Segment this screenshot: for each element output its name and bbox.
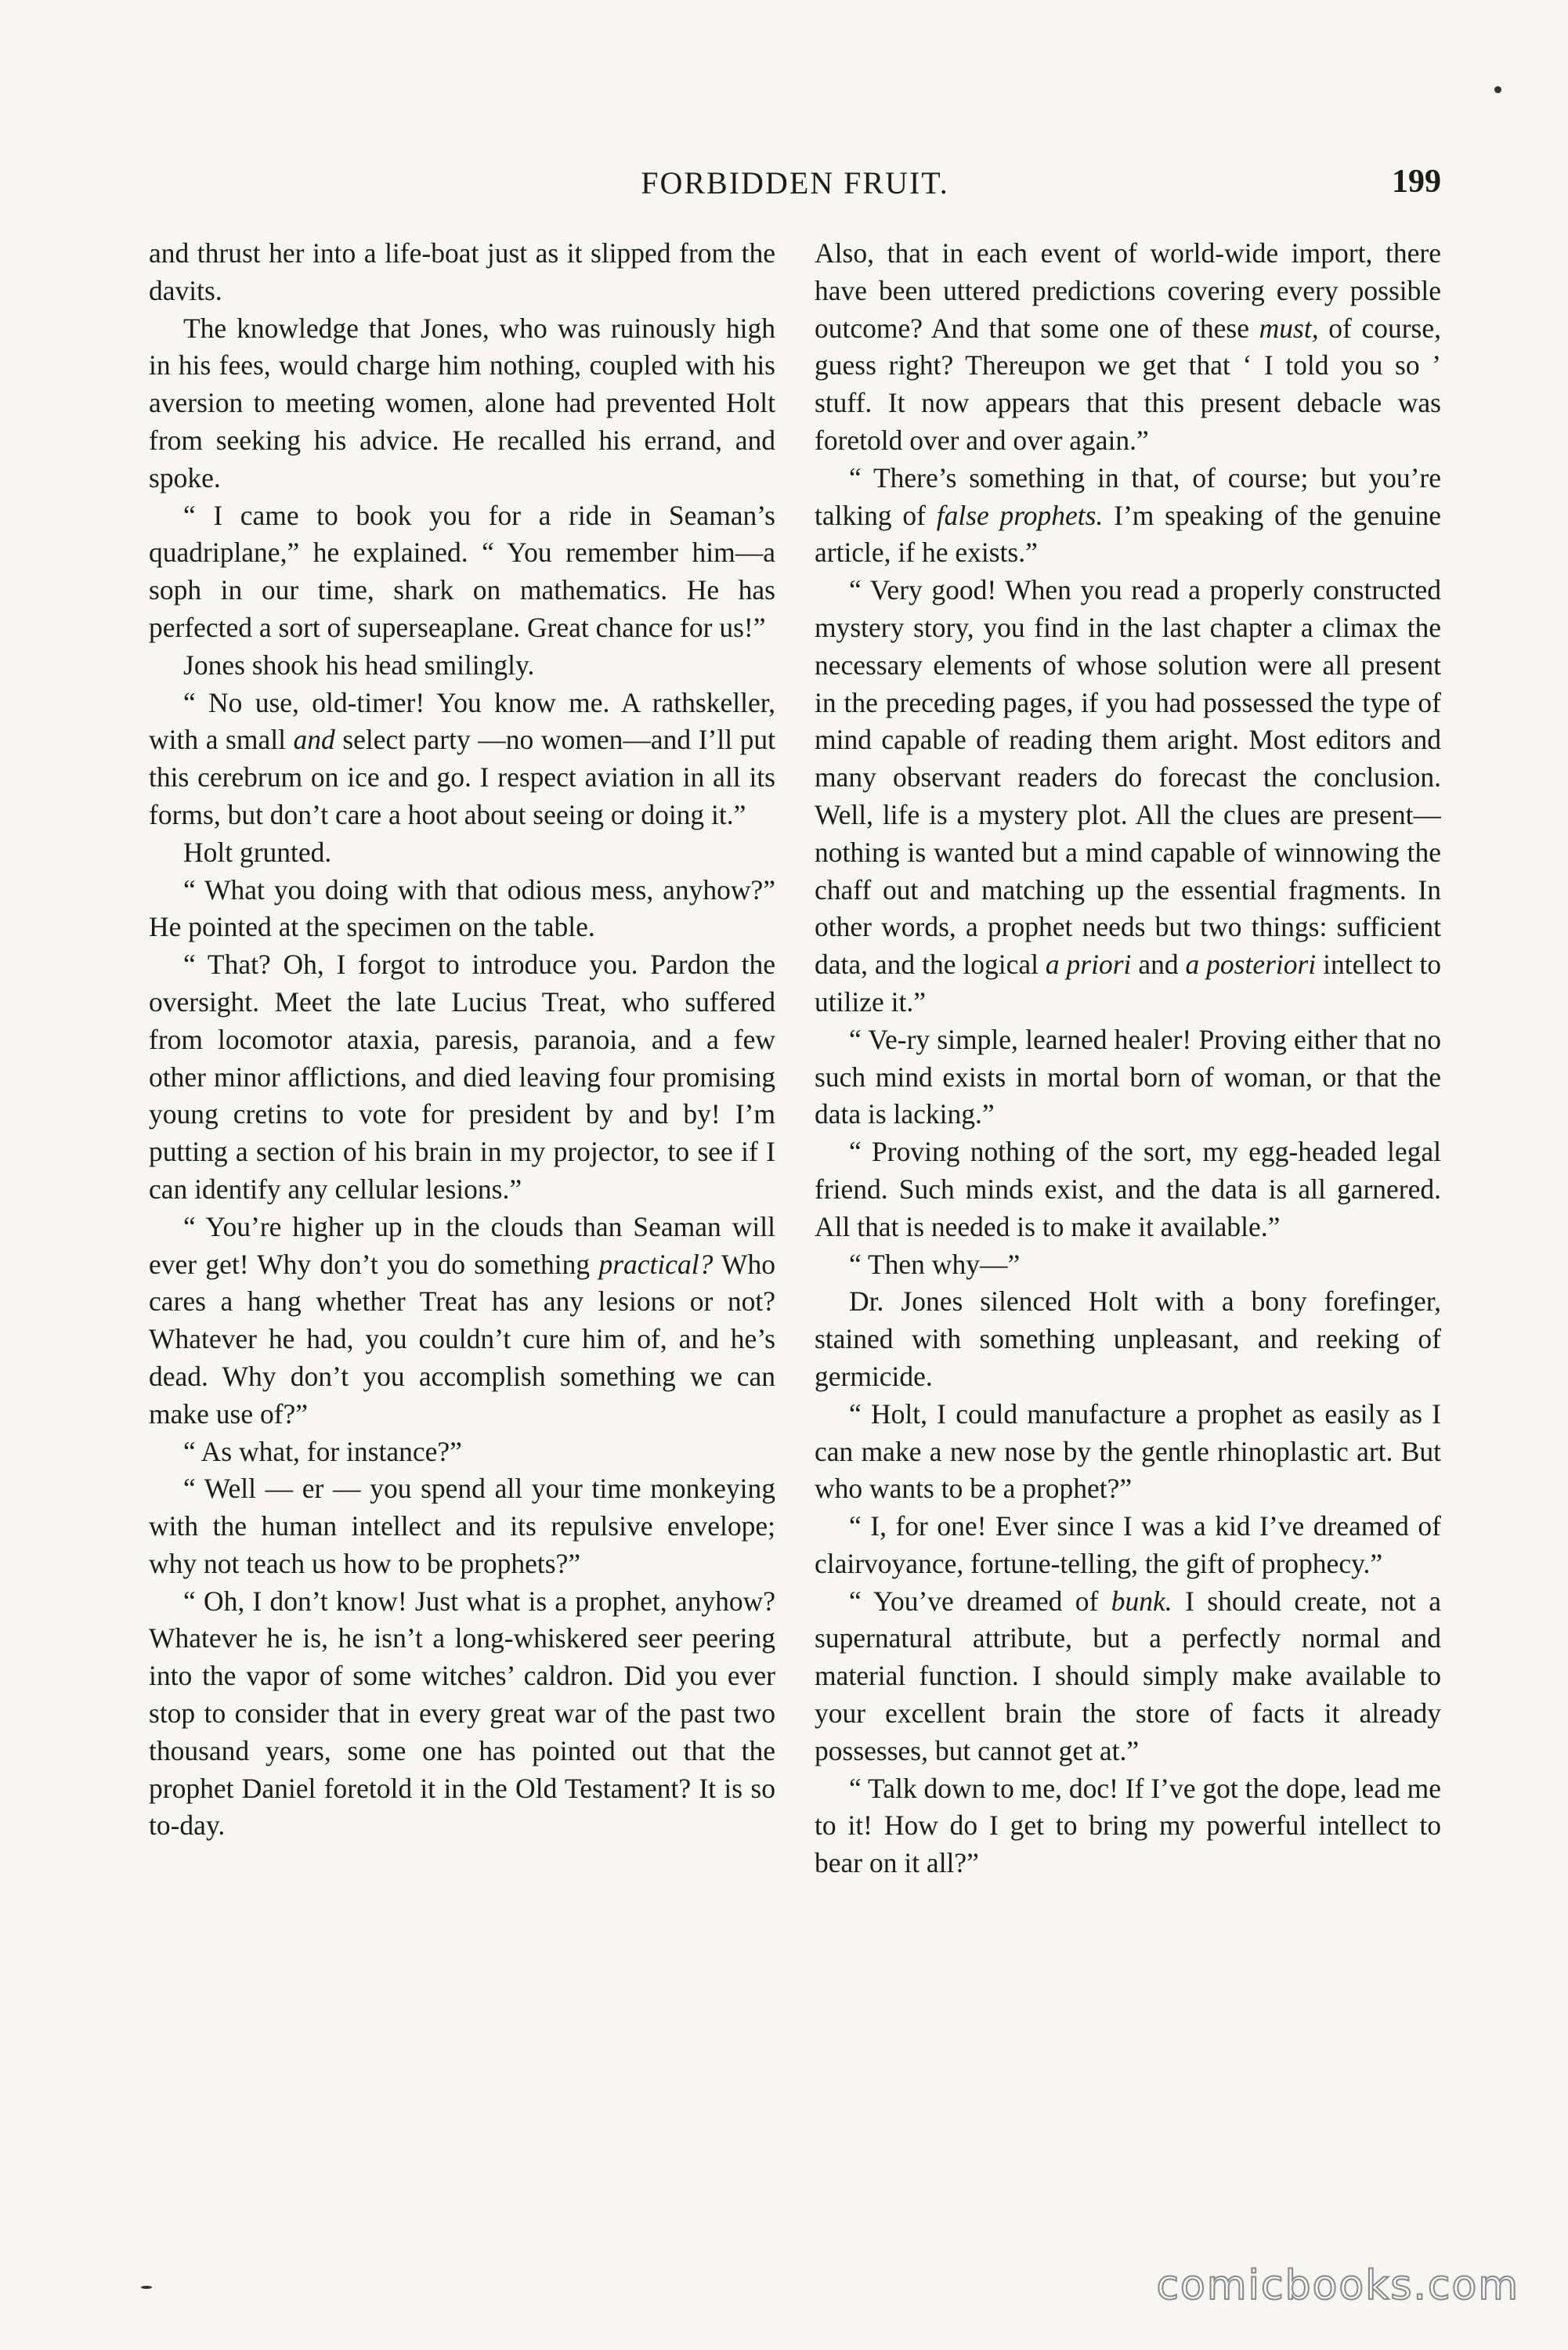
paragraph: “ Well — er — you spend all your time monkeying with the human intellect and its repulsive envelope; why not teach us how to be prophets?” <box>149 1473 775 1579</box>
text-run: I’m speaking of the genuine article, if he exists.” <box>815 499 1442 569</box>
paragraph <box>149 685 775 834</box>
emphasis: false prophets. <box>936 499 1104 531</box>
paragraph: Dr. Jones silenced Holt with a bony forefinger, stained with something unpleasant, and reeking of germicide. <box>815 1285 1441 1392</box>
text-run: “ You’ve dreamed of <box>849 1585 1111 1617</box>
paragraph: Holt grunted. <box>183 836 332 868</box>
emphasis: must, <box>1259 312 1319 344</box>
paragraph: “ Talk down to me, doc! If I’ve got the dope, lead me to it! How do I get to bring my powerful intellect to bear on it all?” <box>815 1772 1441 1879</box>
paragraph: Jones shook his head smilingly. <box>183 649 535 681</box>
text-run: “ There’s something in that, of course; but you’re talking of <box>815 461 1441 531</box>
paragraph <box>815 1583 1441 1770</box>
text-run: select party —no women—and I’ll put this cerebrum on ice and go. I respect aviation in all its forms, but don’t care a hoot about seeing or doing it.” <box>149 724 776 830</box>
emphasis: bunk. <box>1111 1585 1172 1617</box>
paragraph <box>815 460 1441 572</box>
text-run: Also, that in each event of world-wide import, there have been uttered predictions covering every possible outcome? And that some one of these <box>815 237 1441 344</box>
paragraph: “ Proving nothing of the sort, my egg-headed legal friend. Such minds exist, and the data is all garnered. All that is needed is to make it available.” <box>815 1136 1441 1242</box>
paragraph: “ Oh, I don’t know! Just what is a prophet, anyhow? Whatever he is, he isn’t a long-whiskered seer peering into the vapor of some witches’ caldron. Did you ever stop to consider that in every great war of the past two thousand years, some one has pointed out that the prophet Daniel foretold it in the Old Testament? It is so to-day. <box>149 1585 775 1842</box>
paragraph: “ That? Oh, I forgot to introduce you. Pardon the oversight. Meet the late Lucius Treat, who suffered from locomotor ataxia, paresis, paranoia, and a few other minor afflictions, and died leaving four promising young cretins to vote for president by and by! I’m putting a section of his brain in my projector, to see if I can identify any cellular lesions.” <box>149 949 775 1205</box>
right-column <box>815 235 1441 1882</box>
ink-speck <box>1494 86 1501 93</box>
emphasis: a posteriori <box>1185 949 1317 981</box>
text-run: and <box>1131 949 1186 981</box>
ink-speck <box>141 2286 152 2289</box>
paragraph: “ Ve-ry simple, learned healer! Proving either that no such mind exists in mortal born of woman, or that the data is lacking.” <box>815 1023 1441 1130</box>
page-header <box>149 164 1441 212</box>
paragraph: “ Then why—” <box>849 1248 1021 1280</box>
paragraph: “ I, for one! Ever since I was a kid I’ve dreamed of clairvoyance, fortune-telling, the gift of prophecy.” <box>815 1510 1441 1579</box>
paragraph: “ I came to book you for a ride in Seaman’s quadriplane,” he explained. “ You remember him—a soph in our time, shark on mathematics. He has perfected a sort of superseaplane. Great chance for us!” <box>149 499 775 643</box>
watermark: comicbooks.com <box>1156 2262 1519 2309</box>
paragraph: and thrust her into a life-boat just as it slipped from the davits. <box>149 237 775 306</box>
emphasis: and <box>293 724 335 756</box>
text-run: I should create, not a supernatural attribute, but a perfectly normal and material function. I should simply make available to your excellent brain the store of facts it already possesses, but cannot get at.” <box>815 1585 1441 1766</box>
paragraph <box>815 572 1441 1021</box>
paragraph: “ Holt, I could manufacture a prophet as easily as I can make a new nose by the gentle rhinoplastic art. But who wants to be a prophet?” <box>815 1397 1441 1505</box>
page-number: 199 <box>1392 164 1441 200</box>
emphasis: a priori <box>1045 949 1132 981</box>
text-run: of course, guess right? Thereupon we get that ‘ I told you so ’ stuff. It now appears that this present debacle was foretold over and over again.” <box>815 312 1441 456</box>
text-run: “ You’re higher up in the clouds than Seaman will ever get! Why don’t you do something <box>149 1210 775 1280</box>
paragraph: The knowledge that Jones, who was ruinously high in his fees, would charge him nothing, coupled with his aversion to meeting women, alone had prevented Holt from seeking his advice. He recalled his errand, and spoke. <box>149 312 775 494</box>
paragraph: “ What you doing with that odious mess, anyhow?” He pointed at the specimen on the table. <box>149 873 775 943</box>
paragraph: “ As what, for instance?” <box>183 1435 462 1467</box>
text-run: Who cares a hang whether Treat has any lesions or not? Whatever he had, you couldn’t cure him of, and he’s dead. Why don’t you accomplish something we can make use of?” <box>149 1248 775 1430</box>
text-run: “ No use, old-timer! You know me. A rathskeller, with a small <box>149 686 775 756</box>
text-run: intellect to utilize it.” <box>815 949 1442 1018</box>
text-run: “ Very good! When you read a properly constructed mystery story, you find in the last chapter a climax the necessary elements of whose solution were all present in the preceding pages, if you had possessed the type of mind capable of reading them aright. Most editors and many observant readers do forecast the conclusion. Well, life is a mystery plot. All the clues are present—nothing is wanted but a mind capable of winnowing the chaff out and matching up the essential fragments. In other words, a prophet needs but two things: sufficient data, and the logical <box>815 574 1441 981</box>
left-column <box>149 235 775 1845</box>
paragraph <box>149 1209 775 1434</box>
paragraph <box>815 235 1441 460</box>
emphasis: practical? <box>598 1248 714 1280</box>
running-title: FORBIDDEN FRUIT. <box>641 165 949 201</box>
